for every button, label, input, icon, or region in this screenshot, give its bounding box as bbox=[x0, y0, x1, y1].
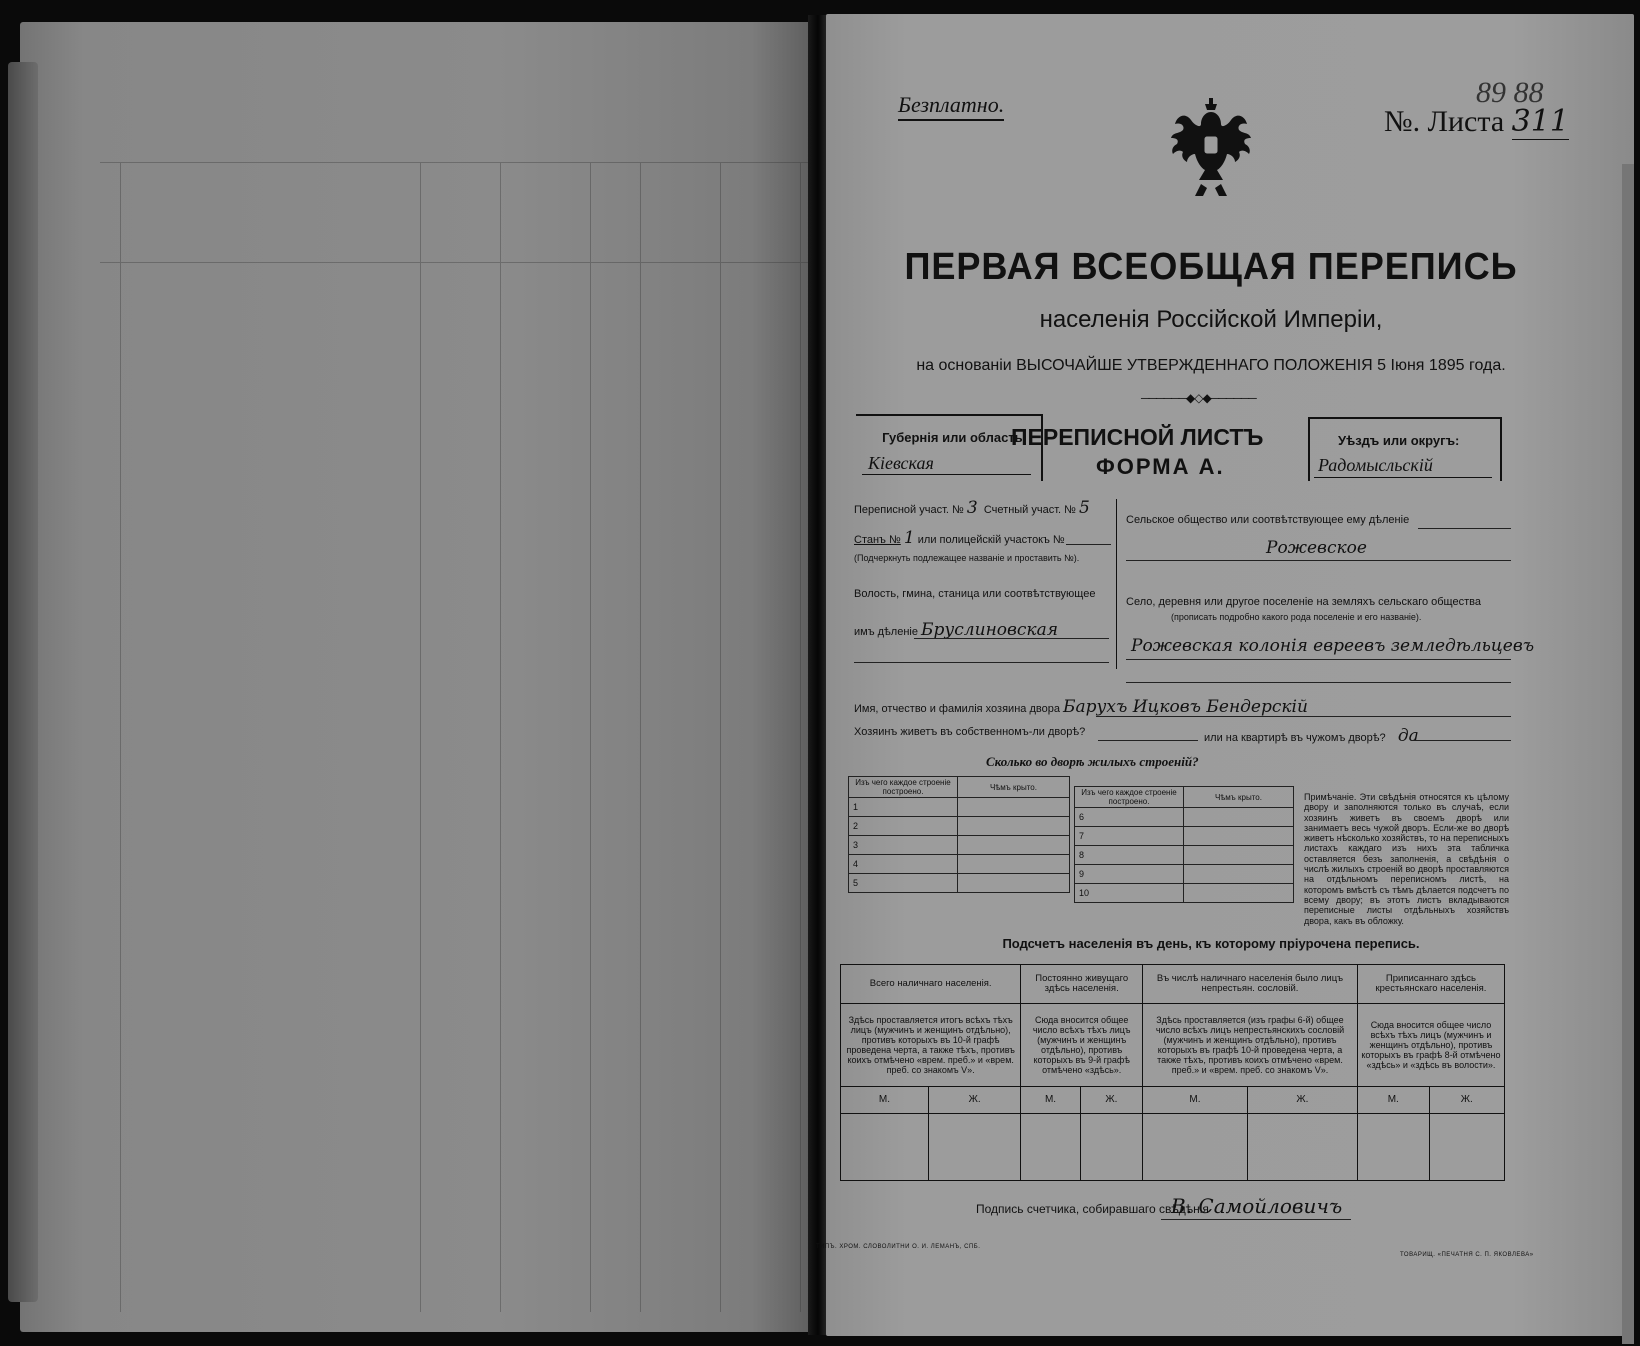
col-head-total: Всего наличнаго населенія. bbox=[841, 965, 1021, 1004]
stan-value: 1 bbox=[903, 528, 915, 548]
page-edge bbox=[1622, 164, 1634, 1344]
other-yard-value: да bbox=[1397, 726, 1419, 746]
schet-label: Счетный участ. № bbox=[983, 504, 1076, 516]
census-title: ПЕРВАЯ ВСЕОБЩАЯ ПЕРЕПИСЬ bbox=[904, 246, 1518, 288]
col-desc-registered-peasant: Сюда вносится общее число всѣхъ тѣхъ лицъ (мужчинъ и женщинъ отдѣльно), противъ которыхъ въ графѣ 8-й отмѣчено «здѣсь» и «здѣсь въ волости». bbox=[1357, 1004, 1504, 1087]
obshchestvo-underline bbox=[1418, 528, 1511, 529]
census-subtitle: населенія Россійской Имперіи, bbox=[1039, 306, 1383, 333]
uezd-underline bbox=[1314, 477, 1492, 478]
female-header: Ж. bbox=[1429, 1087, 1504, 1114]
row-number: 8 bbox=[1075, 846, 1184, 865]
uchastok-value: 3 bbox=[966, 498, 978, 518]
schet-value: 5 bbox=[1079, 498, 1090, 518]
col-head-permanent: Постоянно живущаго здѣсь населенія. bbox=[1021, 965, 1143, 1004]
col-desc-total: Здѣсь проставляется итогъ всѣхъ тѣхъ лицъ (мужчинъ и женщинъ отдѣльно), противъ которыхъ въ 10-й графѣ проведена черта, а также тѣхъ, противъ коихъ отмѣчено «врем. преб.» и «врем. преб. со знакомъ V». bbox=[841, 1004, 1021, 1087]
book-gutter bbox=[808, 15, 828, 1335]
table-row bbox=[849, 798, 1070, 817]
table-row bbox=[1075, 808, 1294, 827]
imprint-left: ТИПЪ. ХРОМ. СЛОВОЛИТНИ О. И. ЛЕМАНЪ, СПБ. bbox=[816, 1244, 981, 1250]
fields-divider bbox=[1116, 499, 1117, 669]
sheet-number bbox=[1384, 104, 1569, 139]
volost-underline bbox=[914, 638, 1109, 639]
obshchestvo-underline-2 bbox=[1126, 560, 1511, 561]
count-cell bbox=[928, 1114, 1020, 1181]
signature-label: Подпись счетчика, собиравшаго свѣдѣнія bbox=[976, 1202, 1209, 1216]
count-cell bbox=[1357, 1114, 1429, 1181]
buildings-note: Примѣчаніе. Эти свѣдѣнія относятся къ цѣлому двору и заполняются только въ случаѣ, если хозяинъ живетъ въ своемъ дворѣ или занимаетъ весь чужой дворъ. Если-же во дворѣ живетъ нѣсколько хозяйствъ, то на переписныхъ листахъ каждаго изъ нихъ эта табличка оставляется безъ заполненія, а свѣдѣнія о числѣ жилыхъ строеній во дворѣ проставляются на отдѣльномъ переписномъ листѣ, на которомъ вмѣстѣ съ тѣмъ дѣлается подсчетъ по всему двору; въ этотъ листъ вкладываются переписные листы отдѣльныхъ хозяйствъ двора, какъ въ обложку. bbox=[1304, 792, 1509, 926]
row-number: 3 bbox=[849, 836, 958, 855]
male-header: М. bbox=[1021, 1087, 1080, 1114]
other-yard-line bbox=[1204, 726, 1419, 746]
guberniya-value: Кіевская bbox=[868, 453, 934, 473]
count-cell bbox=[1021, 1114, 1080, 1181]
female-header: Ж. bbox=[1080, 1087, 1142, 1114]
col-roof: Чѣмъ крыто. bbox=[1184, 787, 1294, 808]
owner-line bbox=[854, 697, 1308, 717]
male-header: М. bbox=[841, 1087, 929, 1114]
col-material: Изъ чего каждое строеніе построено. bbox=[1075, 787, 1184, 808]
row-number: 6 bbox=[1075, 808, 1184, 827]
table-row bbox=[849, 874, 1070, 893]
selo-underline-2 bbox=[1126, 682, 1511, 683]
volost-value: Бруслиновская bbox=[921, 620, 1058, 640]
table-row bbox=[1075, 884, 1294, 903]
owner-underline bbox=[1096, 716, 1511, 717]
population-count-table bbox=[840, 964, 1505, 1181]
table-row bbox=[849, 836, 1070, 855]
count-cell bbox=[1143, 1114, 1248, 1181]
form-name: ПЕРЕПИСНОЙ ЛИСТЪ bbox=[1011, 424, 1264, 450]
row-number: 2 bbox=[849, 817, 958, 836]
stan-line bbox=[854, 528, 1065, 548]
form-type: ФОРМА А. bbox=[1096, 454, 1225, 479]
col-head-non-peasant: Въ числѣ наличнаго населенія было лицъ непрестьян. сословій. bbox=[1143, 965, 1358, 1004]
row-number: 5 bbox=[849, 874, 958, 893]
row-number: 7 bbox=[1075, 827, 1184, 846]
row-number: 10 bbox=[1075, 884, 1184, 903]
buildings-table-right bbox=[1074, 786, 1294, 903]
uezd-box bbox=[1308, 417, 1502, 481]
uezd-label: Уѣздъ или округъ: bbox=[1338, 433, 1460, 448]
podschet-title: Подсчетъ населенія въ день, къ которому пріурочена перепись. bbox=[1002, 936, 1420, 951]
col-roof: Чѣмъ крыто. bbox=[958, 777, 1070, 798]
selo-underline bbox=[1126, 659, 1511, 660]
volost-line bbox=[854, 620, 1058, 640]
row-number: 1 bbox=[849, 798, 958, 817]
uchastok-line bbox=[854, 498, 1090, 518]
sheet-number-label: №. Листа bbox=[1384, 105, 1505, 138]
table-row bbox=[1075, 827, 1294, 846]
bleed-through-grid bbox=[100, 132, 820, 1312]
selo-label: Село, деревня или другое поселеніе на земляхъ сельскаго общества bbox=[1126, 596, 1481, 608]
uchastok-label: Переписной участ. № bbox=[854, 504, 964, 516]
selo-note: (прописать подробно какого рода поселеніе и его названіе). bbox=[1171, 612, 1422, 622]
imprint-right: ТОВАРИЩ. «ПЕЧАТНЯ С. П. ЯКОВЛЕВА» bbox=[1400, 1252, 1534, 1258]
guberniya-label: Губернія или область: bbox=[882, 430, 1027, 445]
count-cell bbox=[1080, 1114, 1142, 1181]
other-yard-underline bbox=[1411, 740, 1511, 741]
male-header: М. bbox=[1143, 1087, 1248, 1114]
other-yard-label: или на квартирѣ въ чужомъ дворѣ? bbox=[1204, 732, 1386, 744]
free-stamp: Безплатно. bbox=[898, 92, 1004, 121]
volost-underline-2 bbox=[854, 662, 1109, 663]
stan-police-underline bbox=[1066, 544, 1111, 545]
pencil-archive-number: 89 88 bbox=[1476, 76, 1544, 109]
table-row bbox=[1075, 846, 1294, 865]
ornament-divider: ──────◆◇◆────── bbox=[1141, 391, 1256, 405]
double-headed-eagle-emblem bbox=[1171, 96, 1251, 201]
left-page bbox=[20, 22, 815, 1332]
male-header: М. bbox=[1357, 1087, 1429, 1114]
col-desc-non-peasant: Здѣсь проставляется (изъ графы 6-й) общее число всѣхъ лицъ непрестьянскихъ сословій (мужчинъ и женщинъ отдѣльно), противъ которыхъ въ графѣ 10-й проведена черта, а также тѣхъ, противъ коихъ отмѣчено «врем. преб.» и «врем. преб. со знакомъ V». bbox=[1143, 1004, 1358, 1087]
col-material: Изъ чего каждое строеніе построено. bbox=[849, 777, 958, 798]
row-number: 9 bbox=[1075, 865, 1184, 884]
buildings-label: Сколько во дворѣ жилыхъ строеній? bbox=[986, 754, 1199, 769]
legal-basis: на основаніи ВЫСОЧАЙШЕ УТВЕРЖДЕННАГО ПОЛОЖЕНІЯ 5 Іюня 1895 года. bbox=[916, 357, 1506, 374]
census-form-page bbox=[816, 14, 1634, 1336]
owner-label: Имя, отчество и фамилія хозяина двора bbox=[854, 703, 1060, 715]
volost-label-1: Волость, гмина, станица или соотвѣтствующее bbox=[854, 588, 1096, 600]
table-row bbox=[849, 817, 1070, 836]
row-number: 4 bbox=[849, 855, 958, 874]
page-stack-edge bbox=[8, 62, 38, 1302]
col-desc-permanent: Сюда вносится общее число всѣхъ тѣхъ лицъ (мужчинъ и женщинъ отдѣльно), противъ которыхъ въ 9-й графѣ отмѣчено «здѣсь». bbox=[1021, 1004, 1143, 1087]
female-header: Ж. bbox=[1247, 1087, 1357, 1114]
count-cell bbox=[1247, 1114, 1357, 1181]
col-head-registered-peasant: Приписаннаго здѣсь крестьянскаго населенія. bbox=[1357, 965, 1504, 1004]
obshchestvo-value: Рожевское bbox=[1266, 538, 1367, 558]
own-yard-underline bbox=[1098, 740, 1198, 741]
guberniya-underline bbox=[862, 474, 1031, 475]
own-yard-label: Хозяинъ живетъ въ собственномъ-ли дворѣ? bbox=[854, 726, 1086, 738]
buildings-table-left bbox=[848, 776, 1070, 893]
selo-value: Рожевская колонія евреевъ земледѣльцевъ bbox=[1131, 636, 1535, 656]
stan-note: (Подчеркнуть подлежащее названіе и проставить №). bbox=[854, 553, 1080, 563]
uezd-value: Радомысльскій bbox=[1318, 455, 1433, 475]
count-cell bbox=[1429, 1114, 1504, 1181]
signature-value: В. Самойловичъ bbox=[1171, 1194, 1343, 1218]
stan-label: Станъ № bbox=[854, 534, 901, 546]
table-row bbox=[849, 855, 1070, 874]
obshchestvo-label: Сельское общество или соотвѣтствующее ему дѣленіе bbox=[1126, 514, 1410, 526]
volost-label-2: имъ дѣленіе bbox=[854, 626, 918, 638]
sheet-number-value: 311 bbox=[1511, 104, 1569, 139]
stan-rest-label: или полицейскій участокъ № bbox=[917, 534, 1065, 546]
female-header: Ж. bbox=[928, 1087, 1020, 1114]
signature-underline bbox=[1161, 1219, 1351, 1220]
table-row bbox=[1075, 865, 1294, 884]
count-cell bbox=[841, 1114, 929, 1181]
owner-value: Барухъ Ицковъ Бендерскій bbox=[1063, 697, 1308, 717]
